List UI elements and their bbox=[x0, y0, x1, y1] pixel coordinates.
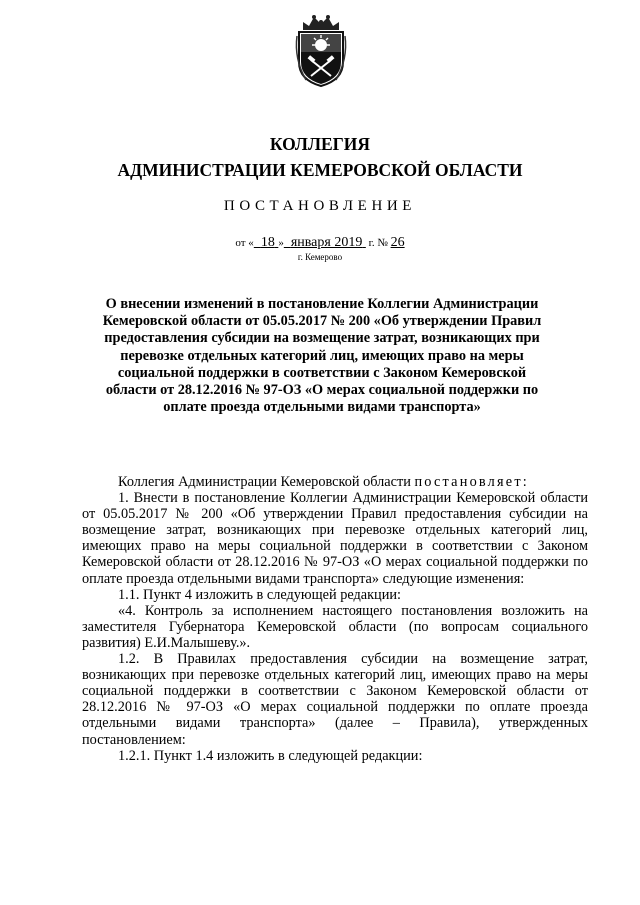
org-title-line1: КОЛЛЕГИЯ bbox=[269, 134, 371, 154]
coat-of-arms-emblem bbox=[292, 14, 350, 88]
city: г. Кемерово bbox=[297, 252, 343, 262]
document-number: 26 bbox=[390, 235, 405, 250]
document-subject: О внесении изменений в постановление Коллегии Администрации Кемеровской области от 05.05.2017 № 200 «Об утверждении Правил предоставления субсидии на возмещение затрат, возникающих при перевозке отдельных категорий лиц, имеющих право на меры социальной поддержки в соответствии с Законом Кемеровской области от 28.12.2016 № 97-ОЗ «О мерах социальной поддержки по оплате проезда отдельными видами транспорта» bbox=[102, 296, 542, 416]
paragraph-1-2-1: 1.2.1. Пункт 1.4 изложить в следующей редакции: bbox=[118, 747, 423, 764]
date-day: 18 bbox=[260, 235, 275, 250]
paragraph-1-2: 1.2. В Правилах предоставления субсидии на возмещение затрат, возникающих при перевозке отдельных категорий лиц, имеющих право на меры социальной поддержки в соответствии с Законом Кемеровской области от 28.12.2016 № 97-ОЗ «О мерах социальной поддержки по оплате проезда отдельными видами транспорта» (далее – Правила), утвержденных постановлением: bbox=[82, 651, 588, 748]
paragraph-1-1-quote: «4. Контроль за исполнением настоящего постановления возложить на заместителя Губернатора Кемеровской области (по вопросам социального развития) Е.И.Малышеву.». bbox=[82, 602, 588, 651]
date-year-suffix: г. № bbox=[368, 237, 388, 249]
org-title-line2: АДМИНИСТРАЦИИ КЕМЕРОВСКОЙ ОБЛАСТИ bbox=[117, 160, 523, 180]
paragraph-1: 1. Внести в постановление Коллегии Администрации Кемеровской области от 05.05.2017 № 200 «Об утверждении Правил предоставления субсидии на возмещение затрат, возникающих при перевозке отдельных категорий лиц, имеющих право на меры социальной поддержки в соответствии с Законом Кемеровской области от 28.12.2016 № 97-ОЗ «О мерах социальной поддержки по оплате проезда отдельными видами транспорта» следующие изменения: bbox=[82, 490, 588, 587]
document-type: ПОСТАНОВЛЕНИЕ bbox=[223, 198, 417, 214]
date-month-year: января 2019 bbox=[290, 235, 363, 250]
resolves-word: постановляет: bbox=[414, 474, 529, 490]
paragraph-1-1: 1.1. Пункт 4 изложить в следующей редакции: bbox=[118, 586, 401, 603]
document-body bbox=[82, 474, 588, 764]
date-mid: » bbox=[278, 237, 284, 249]
date-prefix: от « bbox=[235, 237, 254, 249]
intro-paragraph: Коллегия Администрации Кемеровской области постановляет: bbox=[118, 474, 529, 490]
date-line bbox=[0, 235, 640, 251]
